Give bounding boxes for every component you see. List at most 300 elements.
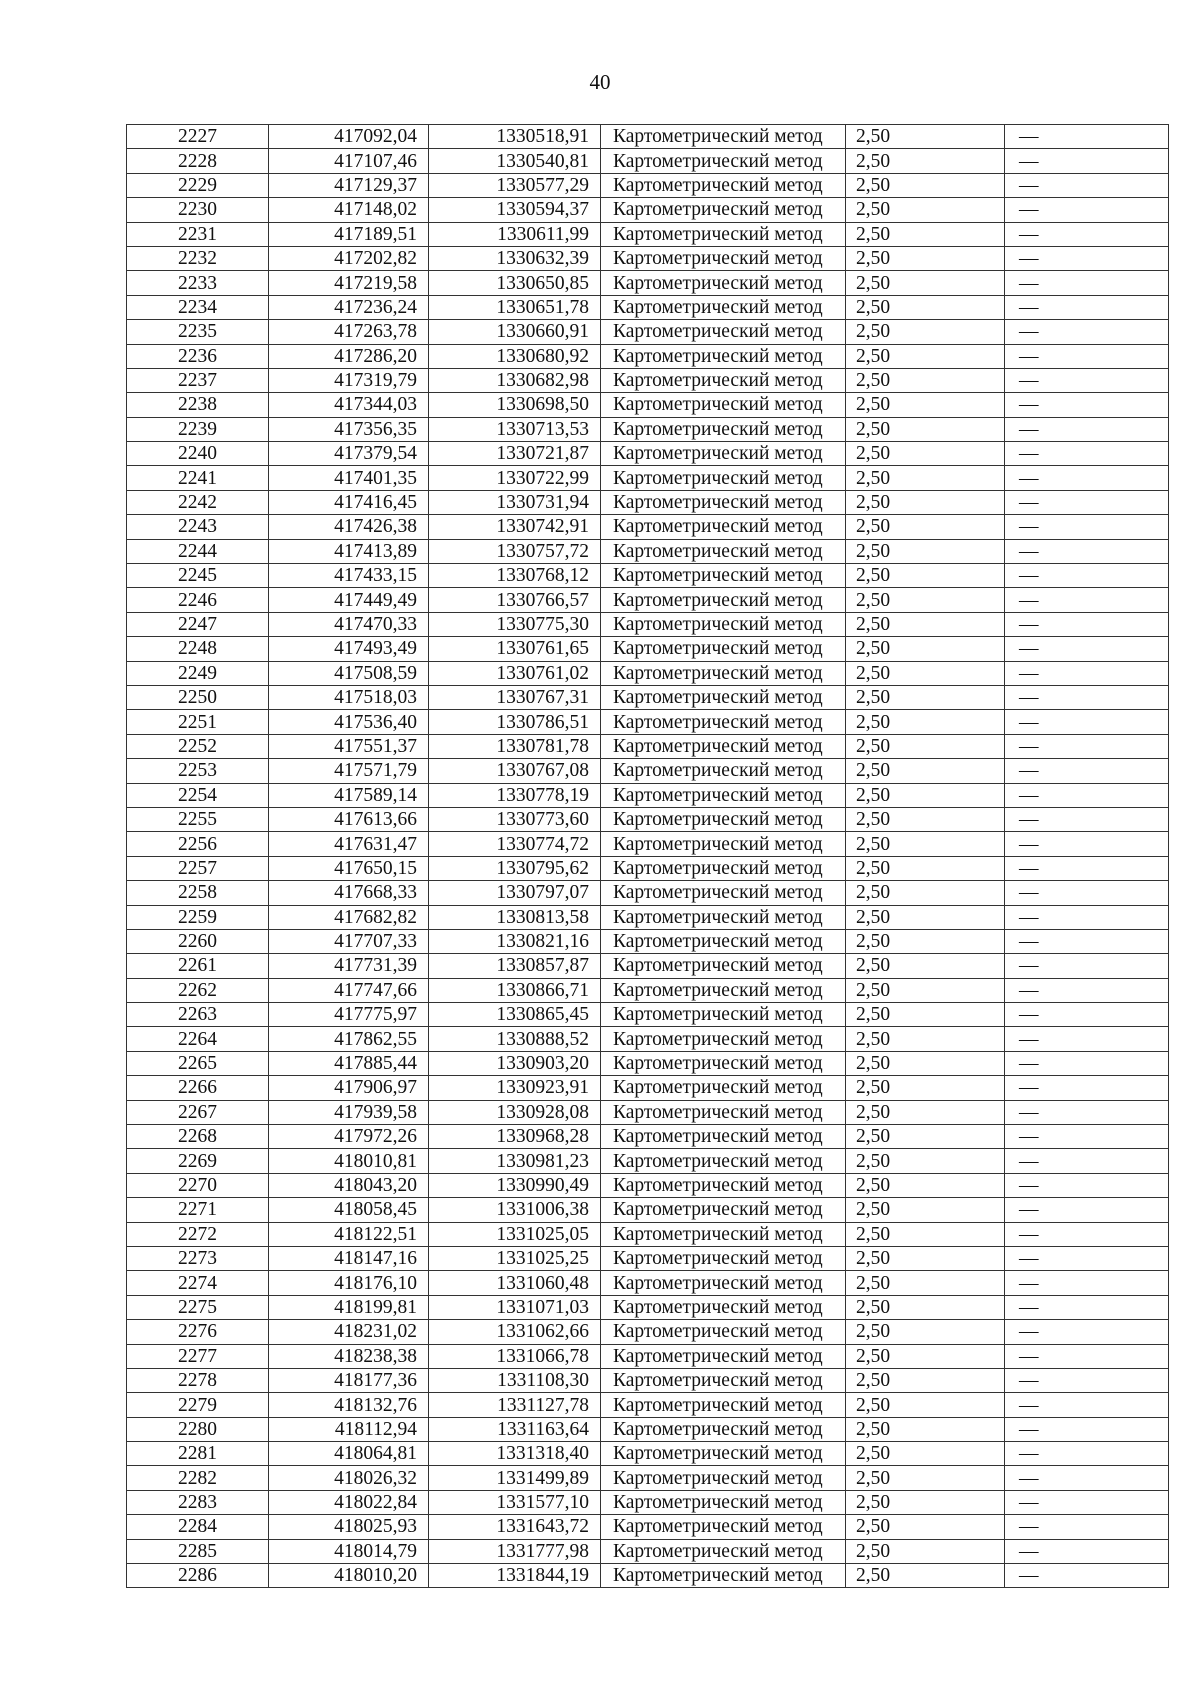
x-coordinate-cell: 417413,89	[269, 539, 429, 563]
method-cell: Картометрический метод	[601, 661, 846, 685]
accuracy-cell: 2,50	[846, 710, 1005, 734]
point-number-cell: 2253	[127, 759, 269, 783]
point-number-cell: 2232	[127, 246, 269, 270]
accuracy-cell: 2,50	[846, 466, 1005, 490]
table-row	[127, 344, 1169, 368]
accuracy-cell: 2,50	[846, 271, 1005, 295]
table-row	[127, 295, 1169, 319]
accuracy-cell: 2,50	[846, 881, 1005, 905]
table-row	[127, 1076, 1169, 1100]
coordinates-table-body	[127, 125, 1169, 1588]
method-cell: Картометрический метод	[601, 881, 846, 905]
table-row	[127, 564, 1169, 588]
y-coordinate-cell: 1330577,29	[429, 173, 601, 197]
x-coordinate-cell: 417939,58	[269, 1100, 429, 1124]
note-cell: —	[1005, 344, 1169, 368]
x-coordinate-cell: 418064,81	[269, 1442, 429, 1466]
y-coordinate-cell: 1331163,64	[429, 1417, 601, 1441]
point-number-cell: 2228	[127, 149, 269, 173]
note-cell: —	[1005, 490, 1169, 514]
x-coordinate-cell: 417148,02	[269, 198, 429, 222]
note-cell: —	[1005, 539, 1169, 563]
table-row	[127, 1539, 1169, 1563]
accuracy-cell: 2,50	[846, 295, 1005, 319]
point-number-cell: 2279	[127, 1393, 269, 1417]
point-number-cell: 2255	[127, 807, 269, 831]
method-cell: Картометрический метод	[601, 1173, 846, 1197]
table-row	[127, 1125, 1169, 1149]
x-coordinate-cell: 418026,32	[269, 1466, 429, 1490]
y-coordinate-cell: 1330682,98	[429, 368, 601, 392]
x-coordinate-cell: 417571,79	[269, 759, 429, 783]
x-coordinate-cell: 417747,66	[269, 978, 429, 1002]
note-cell: —	[1005, 588, 1169, 612]
note-cell: —	[1005, 1271, 1169, 1295]
accuracy-cell: 2,50	[846, 1417, 1005, 1441]
note-cell: —	[1005, 393, 1169, 417]
x-coordinate-cell: 417433,15	[269, 564, 429, 588]
y-coordinate-cell: 1330698,50	[429, 393, 601, 417]
table-row	[127, 734, 1169, 758]
page-number: 40	[589, 70, 611, 94]
point-number-cell: 2258	[127, 881, 269, 905]
point-number-cell: 2264	[127, 1027, 269, 1051]
note-cell: —	[1005, 978, 1169, 1002]
x-coordinate-cell: 417775,97	[269, 1003, 429, 1027]
table-row	[127, 1344, 1169, 1368]
accuracy-cell: 2,50	[846, 1198, 1005, 1222]
method-cell: Картометрический метод	[601, 417, 846, 441]
note-cell: —	[1005, 929, 1169, 953]
note-cell: —	[1005, 954, 1169, 978]
accuracy-cell: 2,50	[846, 1271, 1005, 1295]
accuracy-cell: 2,50	[846, 1515, 1005, 1539]
method-cell: Картометрический метод	[601, 466, 846, 490]
method-cell: Картометрический метод	[601, 1271, 846, 1295]
note-cell: —	[1005, 1125, 1169, 1149]
note-cell: —	[1005, 1003, 1169, 1027]
x-coordinate-cell: 418231,02	[269, 1320, 429, 1344]
table-row	[127, 246, 1169, 270]
y-coordinate-cell: 1331577,10	[429, 1490, 601, 1514]
x-coordinate-cell: 417707,33	[269, 929, 429, 953]
accuracy-cell: 2,50	[846, 564, 1005, 588]
x-coordinate-cell: 418043,20	[269, 1173, 429, 1197]
table-row	[127, 222, 1169, 246]
y-coordinate-cell: 1331499,89	[429, 1466, 601, 1490]
note-cell: —	[1005, 1173, 1169, 1197]
x-coordinate-cell: 418147,16	[269, 1246, 429, 1270]
point-number-cell: 2281	[127, 1442, 269, 1466]
y-coordinate-cell: 1330540,81	[429, 149, 601, 173]
note-cell: —	[1005, 564, 1169, 588]
y-coordinate-cell: 1331777,98	[429, 1539, 601, 1563]
method-cell: Картометрический метод	[601, 246, 846, 270]
accuracy-cell: 2,50	[846, 125, 1005, 149]
table-row	[127, 1198, 1169, 1222]
table-row	[127, 1027, 1169, 1051]
x-coordinate-cell: 417189,51	[269, 222, 429, 246]
table-row	[127, 442, 1169, 466]
y-coordinate-cell: 1331108,30	[429, 1368, 601, 1392]
y-coordinate-cell: 1330742,91	[429, 515, 601, 539]
accuracy-cell: 2,50	[846, 954, 1005, 978]
accuracy-cell: 2,50	[846, 905, 1005, 929]
y-coordinate-cell: 1330888,52	[429, 1027, 601, 1051]
accuracy-cell: 2,50	[846, 1320, 1005, 1344]
y-coordinate-cell: 1330786,51	[429, 710, 601, 734]
accuracy-cell: 2,50	[846, 1222, 1005, 1246]
table-row	[127, 271, 1169, 295]
table-row	[127, 856, 1169, 880]
accuracy-cell: 2,50	[846, 1539, 1005, 1563]
y-coordinate-cell: 1330795,62	[429, 856, 601, 880]
accuracy-cell: 2,50	[846, 1125, 1005, 1149]
point-number-cell: 2275	[127, 1295, 269, 1319]
method-cell: Картометрический метод	[601, 588, 846, 612]
x-coordinate-cell: 418010,81	[269, 1149, 429, 1173]
point-number-cell: 2257	[127, 856, 269, 880]
table-row	[127, 685, 1169, 709]
point-number-cell: 2240	[127, 442, 269, 466]
y-coordinate-cell: 1330721,87	[429, 442, 601, 466]
point-number-cell: 2256	[127, 832, 269, 856]
method-cell: Картометрический метод	[601, 905, 846, 929]
x-coordinate-cell: 418010,20	[269, 1564, 429, 1588]
table-row	[127, 149, 1169, 173]
x-coordinate-cell: 417972,26	[269, 1125, 429, 1149]
accuracy-cell: 2,50	[846, 1466, 1005, 1490]
x-coordinate-cell: 417906,97	[269, 1076, 429, 1100]
point-number-cell: 2270	[127, 1173, 269, 1197]
note-cell: —	[1005, 856, 1169, 880]
accuracy-cell: 2,50	[846, 612, 1005, 636]
point-number-cell: 2283	[127, 1490, 269, 1514]
x-coordinate-cell: 417356,35	[269, 417, 429, 441]
table-row	[127, 1368, 1169, 1392]
note-cell: —	[1005, 368, 1169, 392]
x-coordinate-cell: 418176,10	[269, 1271, 429, 1295]
method-cell: Картометрический метод	[601, 759, 846, 783]
method-cell: Картометрический метод	[601, 685, 846, 709]
x-coordinate-cell: 417551,37	[269, 734, 429, 758]
accuracy-cell: 2,50	[846, 368, 1005, 392]
y-coordinate-cell: 1331006,38	[429, 1198, 601, 1222]
note-cell: —	[1005, 1564, 1169, 1588]
y-coordinate-cell: 1330774,72	[429, 832, 601, 856]
y-coordinate-cell: 1331071,03	[429, 1295, 601, 1319]
y-coordinate-cell: 1330731,94	[429, 490, 601, 514]
table-row	[127, 515, 1169, 539]
point-number-cell: 2239	[127, 417, 269, 441]
table-row	[127, 637, 1169, 661]
table-row	[127, 1003, 1169, 1027]
accuracy-cell: 2,50	[846, 978, 1005, 1002]
point-number-cell: 2254	[127, 783, 269, 807]
table-row	[127, 1515, 1169, 1539]
y-coordinate-cell: 1331127,78	[429, 1393, 601, 1417]
method-cell: Картометрический метод	[601, 1222, 846, 1246]
note-cell: —	[1005, 295, 1169, 319]
y-coordinate-cell: 1330773,60	[429, 807, 601, 831]
table-row	[127, 368, 1169, 392]
note-cell: —	[1005, 1198, 1169, 1222]
point-number-cell: 2265	[127, 1051, 269, 1075]
x-coordinate-cell: 417202,82	[269, 246, 429, 270]
method-cell: Картометрический метод	[601, 393, 846, 417]
point-number-cell: 2229	[127, 173, 269, 197]
note-cell: —	[1005, 271, 1169, 295]
method-cell: Картометрический метод	[601, 368, 846, 392]
table-row	[127, 1173, 1169, 1197]
point-number-cell: 2269	[127, 1149, 269, 1173]
x-coordinate-cell: 418022,84	[269, 1490, 429, 1514]
method-cell: Картометрический метод	[601, 295, 846, 319]
x-coordinate-cell: 418122,51	[269, 1222, 429, 1246]
method-cell: Картометрический метод	[601, 1368, 846, 1392]
note-cell: —	[1005, 783, 1169, 807]
note-cell: —	[1005, 1515, 1169, 1539]
table-row	[127, 1442, 1169, 1466]
y-coordinate-cell: 1330722,99	[429, 466, 601, 490]
method-cell: Картометрический метод	[601, 271, 846, 295]
y-coordinate-cell: 1330650,85	[429, 271, 601, 295]
point-number-cell: 2284	[127, 1515, 269, 1539]
x-coordinate-cell: 417426,38	[269, 515, 429, 539]
accuracy-cell: 2,50	[846, 1173, 1005, 1197]
point-number-cell: 2245	[127, 564, 269, 588]
method-cell: Картометрический метод	[601, 344, 846, 368]
table-row	[127, 173, 1169, 197]
y-coordinate-cell: 1330594,37	[429, 198, 601, 222]
x-coordinate-cell: 417379,54	[269, 442, 429, 466]
method-cell: Картометрический метод	[601, 1027, 846, 1051]
point-number-cell: 2242	[127, 490, 269, 514]
accuracy-cell: 2,50	[846, 149, 1005, 173]
point-number-cell: 2273	[127, 1246, 269, 1270]
note-cell: —	[1005, 125, 1169, 149]
point-number-cell: 2268	[127, 1125, 269, 1149]
method-cell: Картометрический метод	[601, 539, 846, 563]
x-coordinate-cell: 418058,45	[269, 1198, 429, 1222]
method-cell: Картометрический метод	[601, 1125, 846, 1149]
y-coordinate-cell: 1330660,91	[429, 320, 601, 344]
method-cell: Картометрический метод	[601, 564, 846, 588]
method-cell: Картометрический метод	[601, 929, 846, 953]
table-row	[127, 1100, 1169, 1124]
point-number-cell: 2233	[127, 271, 269, 295]
note-cell: —	[1005, 1246, 1169, 1270]
method-cell: Картометрический метод	[601, 1490, 846, 1514]
x-coordinate-cell: 417219,58	[269, 271, 429, 295]
note-cell: —	[1005, 1344, 1169, 1368]
accuracy-cell: 2,50	[846, 1393, 1005, 1417]
table-row	[127, 1246, 1169, 1270]
note-cell: —	[1005, 637, 1169, 661]
accuracy-cell: 2,50	[846, 539, 1005, 563]
y-coordinate-cell: 1330857,87	[429, 954, 601, 978]
x-coordinate-cell: 417862,55	[269, 1027, 429, 1051]
accuracy-cell: 2,50	[846, 1564, 1005, 1588]
point-number-cell: 2274	[127, 1271, 269, 1295]
table-row	[127, 807, 1169, 831]
method-cell: Картометрический метод	[601, 173, 846, 197]
y-coordinate-cell: 1331060,48	[429, 1271, 601, 1295]
y-coordinate-cell: 1330797,07	[429, 881, 601, 905]
x-coordinate-cell: 417668,33	[269, 881, 429, 905]
x-coordinate-cell: 417401,35	[269, 466, 429, 490]
note-cell: —	[1005, 1539, 1169, 1563]
accuracy-cell: 2,50	[846, 198, 1005, 222]
table-row	[127, 929, 1169, 953]
method-cell: Картометрический метод	[601, 442, 846, 466]
x-coordinate-cell: 417416,45	[269, 490, 429, 514]
method-cell: Картометрический метод	[601, 1539, 846, 1563]
point-number-cell: 2238	[127, 393, 269, 417]
y-coordinate-cell: 1330903,20	[429, 1051, 601, 1075]
accuracy-cell: 2,50	[846, 344, 1005, 368]
point-number-cell: 2278	[127, 1368, 269, 1392]
note-cell: —	[1005, 905, 1169, 929]
method-cell: Картометрический метод	[601, 1466, 846, 1490]
table-row	[127, 612, 1169, 636]
y-coordinate-cell: 1330632,39	[429, 246, 601, 270]
method-cell: Картометрический метод	[601, 734, 846, 758]
y-coordinate-cell: 1330866,71	[429, 978, 601, 1002]
method-cell: Картометрический метод	[601, 1344, 846, 1368]
method-cell: Картометрический метод	[601, 832, 846, 856]
y-coordinate-cell: 1331643,72	[429, 1515, 601, 1539]
table-row	[127, 1222, 1169, 1246]
table-row	[127, 1490, 1169, 1514]
y-coordinate-cell: 1330757,72	[429, 539, 601, 563]
point-number-cell: 2276	[127, 1320, 269, 1344]
table-row	[127, 661, 1169, 685]
method-cell: Картометрический метод	[601, 856, 846, 880]
note-cell: —	[1005, 759, 1169, 783]
method-cell: Картометрический метод	[601, 1246, 846, 1270]
table-row	[127, 1271, 1169, 1295]
x-coordinate-cell: 417344,03	[269, 393, 429, 417]
table-row	[127, 1564, 1169, 1588]
accuracy-cell: 2,50	[846, 442, 1005, 466]
accuracy-cell: 2,50	[846, 246, 1005, 270]
accuracy-cell: 2,50	[846, 832, 1005, 856]
note-cell: —	[1005, 246, 1169, 270]
y-coordinate-cell: 1330761,65	[429, 637, 601, 661]
table-row	[127, 1295, 1169, 1319]
table-row	[127, 539, 1169, 563]
table-row	[127, 588, 1169, 612]
accuracy-cell: 2,50	[846, 1027, 1005, 1051]
method-cell: Картометрический метод	[601, 490, 846, 514]
accuracy-cell: 2,50	[846, 807, 1005, 831]
x-coordinate-cell: 417236,24	[269, 295, 429, 319]
point-number-cell: 2237	[127, 368, 269, 392]
table-row	[127, 1393, 1169, 1417]
y-coordinate-cell: 1330767,31	[429, 685, 601, 709]
y-coordinate-cell: 1330518,91	[429, 125, 601, 149]
accuracy-cell: 2,50	[846, 490, 1005, 514]
method-cell: Картометрический метод	[601, 125, 846, 149]
y-coordinate-cell: 1330865,45	[429, 1003, 601, 1027]
y-coordinate-cell: 1330713,53	[429, 417, 601, 441]
table-row	[127, 978, 1169, 1002]
x-coordinate-cell: 418199,81	[269, 1295, 429, 1319]
x-coordinate-cell: 417129,37	[269, 173, 429, 197]
note-cell: —	[1005, 1100, 1169, 1124]
point-number-cell: 2231	[127, 222, 269, 246]
point-number-cell: 2241	[127, 466, 269, 490]
accuracy-cell: 2,50	[846, 759, 1005, 783]
accuracy-cell: 2,50	[846, 588, 1005, 612]
table-row	[127, 1417, 1169, 1441]
x-coordinate-cell: 418112,94	[269, 1417, 429, 1441]
method-cell: Картометрический метод	[601, 1442, 846, 1466]
point-number-cell: 2246	[127, 588, 269, 612]
point-number-cell: 2261	[127, 954, 269, 978]
method-cell: Картометрический метод	[601, 1100, 846, 1124]
method-cell: Картометрический метод	[601, 222, 846, 246]
note-cell: —	[1005, 1320, 1169, 1344]
x-coordinate-cell: 417493,49	[269, 637, 429, 661]
y-coordinate-cell: 1330923,91	[429, 1076, 601, 1100]
method-cell: Картометрический метод	[601, 1320, 846, 1344]
method-cell: Картометрический метод	[601, 783, 846, 807]
note-cell: —	[1005, 1442, 1169, 1466]
note-cell: —	[1005, 149, 1169, 173]
x-coordinate-cell: 417631,47	[269, 832, 429, 856]
method-cell: Картометрический метод	[601, 1515, 846, 1539]
note-cell: —	[1005, 1051, 1169, 1075]
note-cell: —	[1005, 1295, 1169, 1319]
y-coordinate-cell: 1330768,12	[429, 564, 601, 588]
x-coordinate-cell: 418132,76	[269, 1393, 429, 1417]
y-coordinate-cell: 1330775,30	[429, 612, 601, 636]
note-cell: —	[1005, 685, 1169, 709]
point-number-cell: 2247	[127, 612, 269, 636]
table-row	[127, 393, 1169, 417]
x-coordinate-cell: 418025,93	[269, 1515, 429, 1539]
accuracy-cell: 2,50	[846, 320, 1005, 344]
point-number-cell: 2244	[127, 539, 269, 563]
point-number-cell: 2252	[127, 734, 269, 758]
note-cell: —	[1005, 222, 1169, 246]
note-cell: —	[1005, 515, 1169, 539]
table-row	[127, 759, 1169, 783]
x-coordinate-cell: 418177,36	[269, 1368, 429, 1392]
y-coordinate-cell: 1331025,05	[429, 1222, 601, 1246]
note-cell: —	[1005, 442, 1169, 466]
note-cell: —	[1005, 198, 1169, 222]
table-row	[127, 417, 1169, 441]
accuracy-cell: 2,50	[846, 783, 1005, 807]
note-cell: —	[1005, 1368, 1169, 1392]
accuracy-cell: 2,50	[846, 661, 1005, 685]
accuracy-cell: 2,50	[846, 637, 1005, 661]
method-cell: Картометрический метод	[601, 1393, 846, 1417]
accuracy-cell: 2,50	[846, 1076, 1005, 1100]
table-row	[127, 832, 1169, 856]
x-coordinate-cell: 417107,46	[269, 149, 429, 173]
point-number-cell: 2259	[127, 905, 269, 929]
coordinates-table	[126, 124, 1169, 1588]
y-coordinate-cell: 1330781,78	[429, 734, 601, 758]
point-number-cell: 2227	[127, 125, 269, 149]
method-cell: Картометрический метод	[601, 1564, 846, 1588]
x-coordinate-cell: 417518,03	[269, 685, 429, 709]
table-row	[127, 710, 1169, 734]
